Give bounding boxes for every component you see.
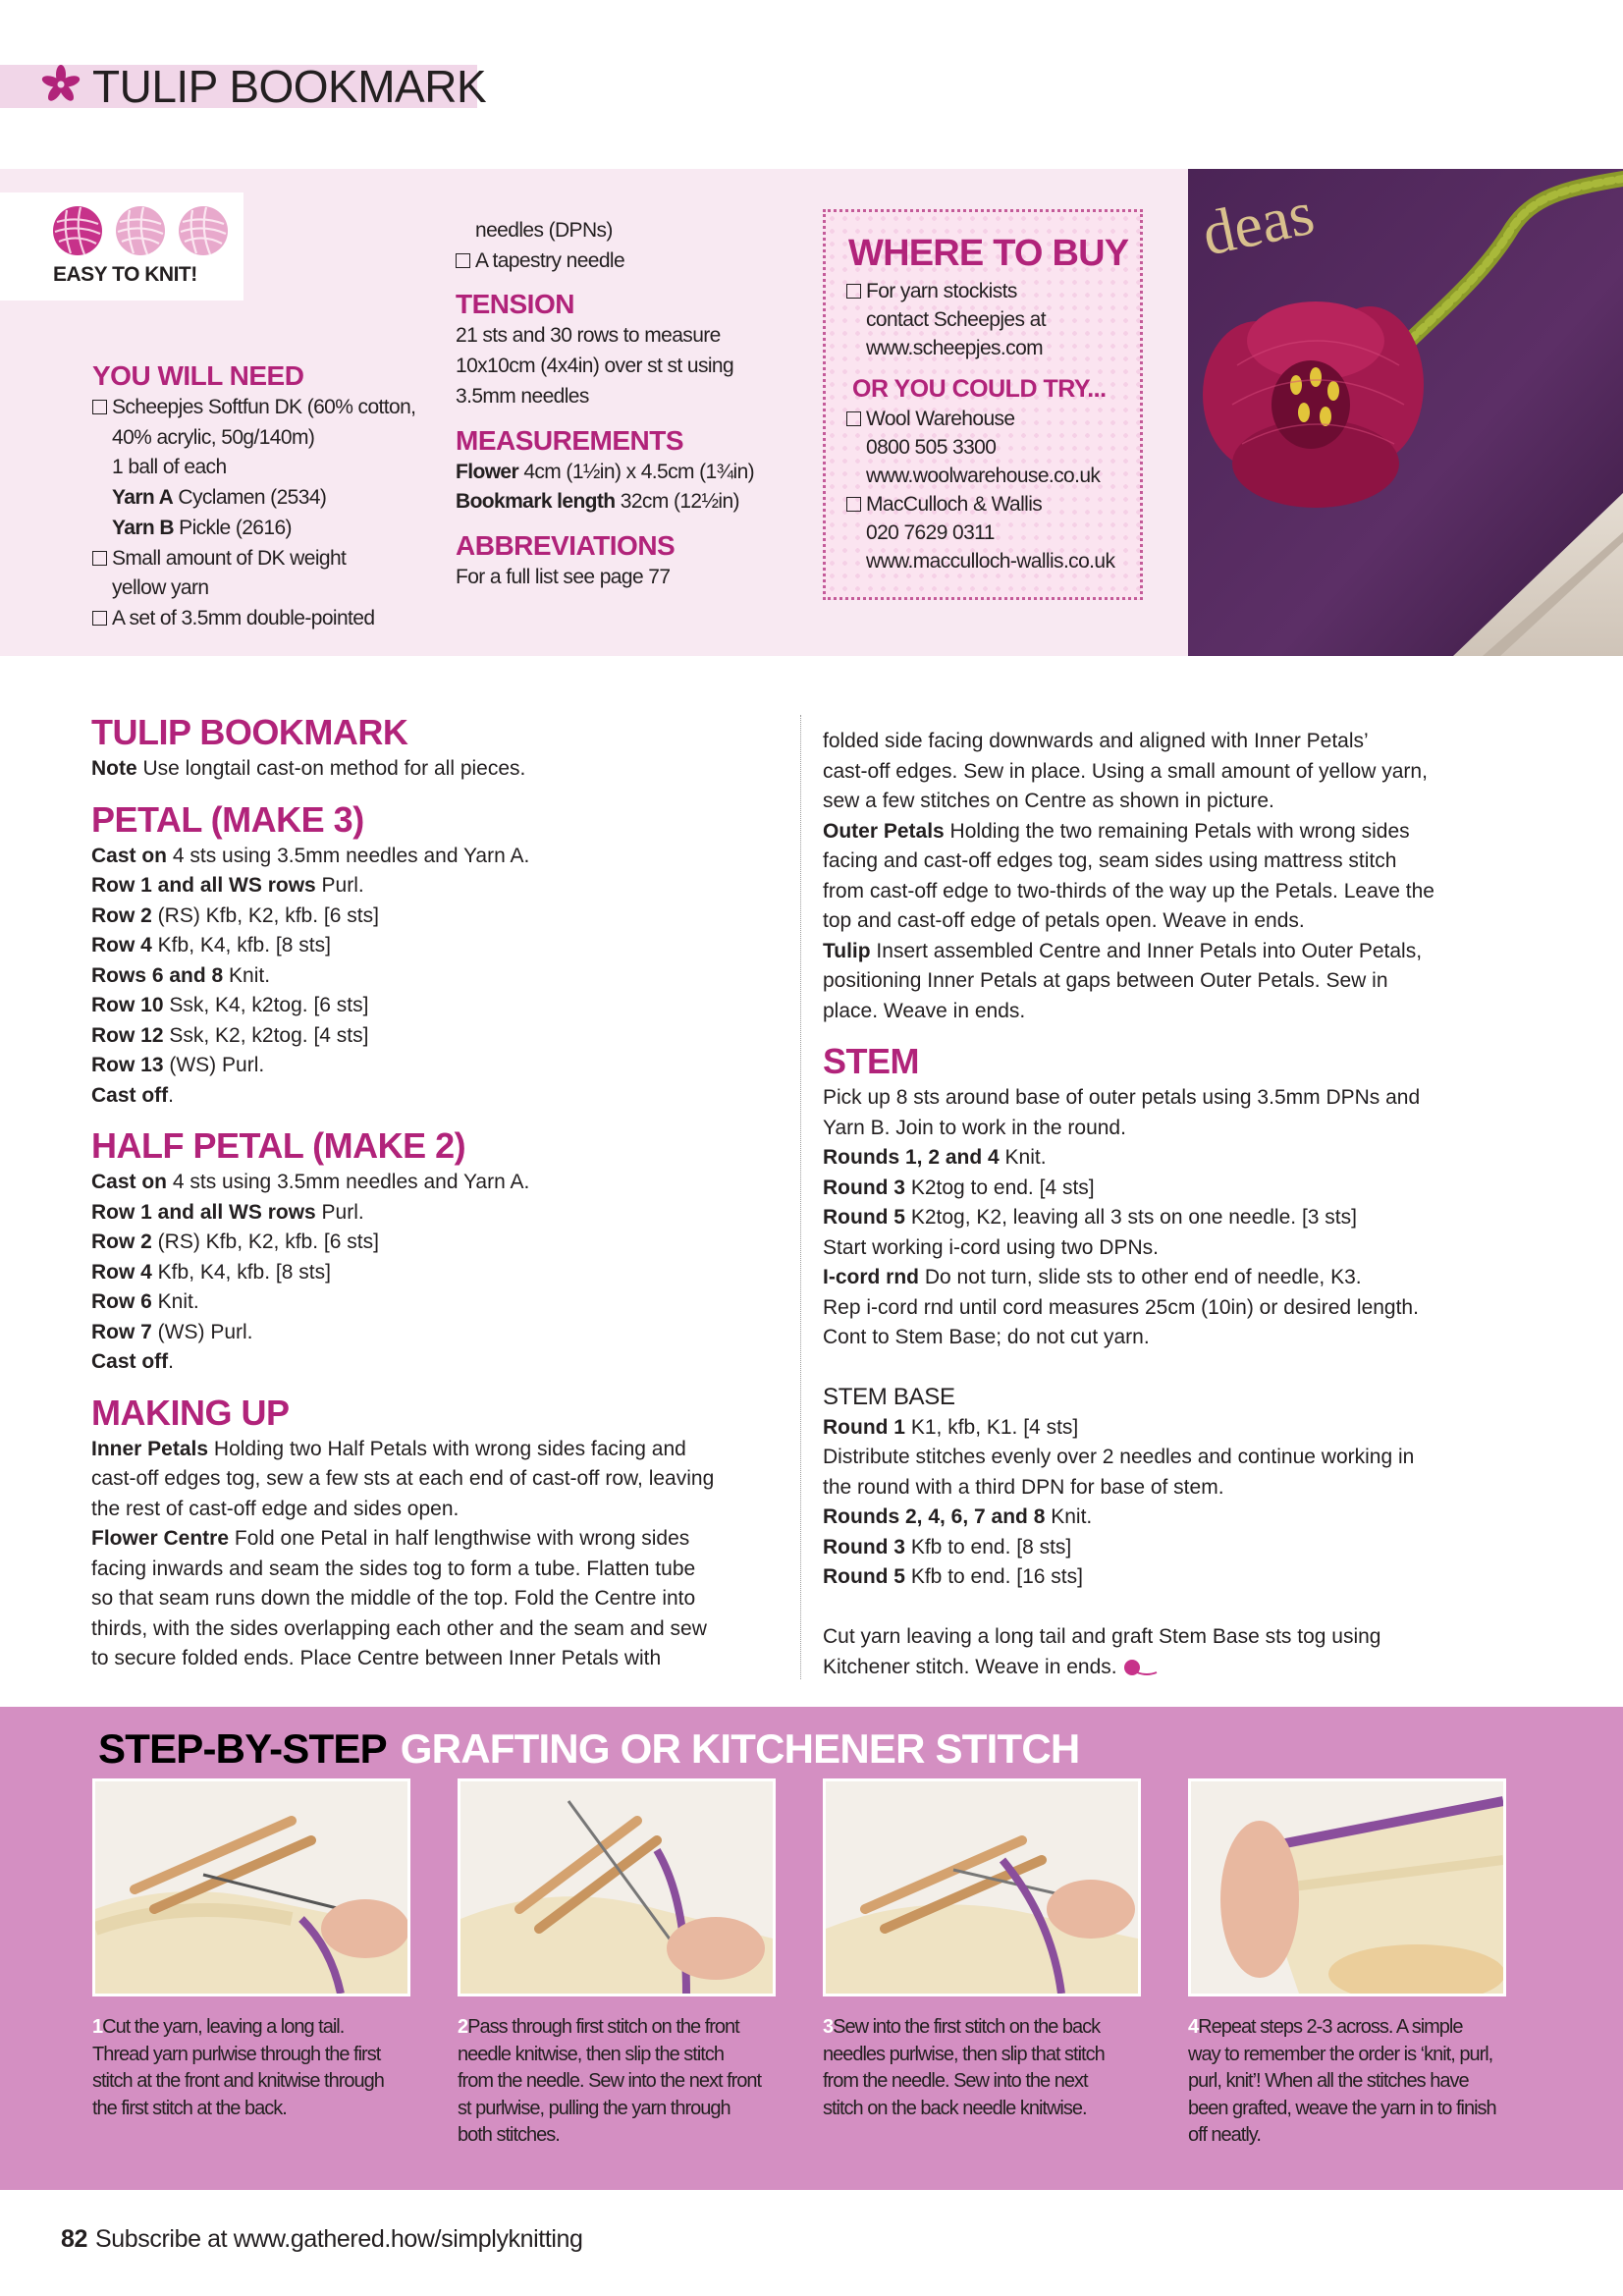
step-caption-line: [1188, 2068, 1518, 2096]
instruction-text: Purl.: [315, 874, 364, 897]
checkbox-icon: [846, 284, 861, 299]
step-caption-line: [1188, 2122, 1518, 2150]
instruction-text: Ssk, K4, k2tog. [6 sts]: [163, 994, 369, 1016]
instruction-text: Holding two Half Petals with wrong sides facing and: [208, 1437, 686, 1460]
subsection-heading: STEM BASE: [823, 1384, 955, 1410]
yarn-ball-icon-filled: [51, 204, 104, 257]
step-caption-text: st purlwise, pulling the yarn through: [458, 2097, 730, 2119]
instruction-text: cast-off edges tog, sew a few sts at each end of cast-off row, leaving: [91, 1467, 715, 1490]
instruction-text: K1, kfb, K1. [4 sts]: [905, 1415, 1079, 1439]
step-4-photo: [1188, 1778, 1506, 1996]
instruction-label: Row 1 and all WS rows: [91, 1200, 316, 1224]
instruction-line: [91, 842, 714, 872]
footer: [61, 2223, 583, 2255]
instruction-text: cast-off edges. Sew in place. Using a small amount of yellow yarn,: [823, 759, 1428, 783]
instruction-text: Knit.: [1045, 1505, 1093, 1528]
step-caption-line: [92, 2068, 422, 2096]
instruction-text: to secure folded ends. Place Centre between Inner Petals with: [91, 1647, 662, 1669]
alt-stockist-text: 0800 505 3300: [866, 436, 997, 459]
step-caption-line: [458, 2096, 787, 2123]
instruction-label: Rounds 1, 2 and 4: [823, 1146, 1000, 1169]
instruction-label: Row 12: [91, 1023, 164, 1047]
instruction-text: Kitchener stitch. Weave in ends.: [823, 1655, 1117, 1678]
step-caption-line: [92, 2014, 422, 2042]
you-will-need-continued: [456, 216, 754, 276]
instruction-text: positioning Inner Petals at gaps between Outer Petals. Sew in: [823, 969, 1388, 992]
tension-measurements-section: [456, 216, 754, 593]
instruction-text: Kfb, K4, kfb. [8 sts]: [151, 1260, 331, 1284]
alt-stockists-list: [846, 405, 1114, 575]
you-will-need-heading: YOU WILL NEED: [92, 360, 304, 391]
instruction-text: facing and cast-off edges tog, seam sides using mattress stitch: [823, 849, 1397, 872]
instruction-label: Row 1 and all WS rows: [91, 874, 316, 897]
yarn-ball-icon: [177, 204, 230, 257]
step-caption-line: [458, 2068, 787, 2096]
step-caption-text: been grafted, weave the yarn in to finish: [1188, 2097, 1496, 2119]
instruction-text: Use longtail cast-on method for all pieces.: [136, 757, 526, 780]
you-will-need-text: Cyclamen (2534): [173, 486, 327, 510]
where-to-buy-text: For yarn stockists: [866, 280, 1017, 302]
step-caption-text: Sew into the first stitch on the back: [833, 2016, 1101, 2038]
instruction-label: Row 6: [91, 1290, 152, 1313]
instruction-text: Start working i-cord using two DPNs.: [823, 1235, 1159, 1259]
step-caption-line: [1188, 2096, 1518, 2123]
you-will-need-line: [92, 423, 415, 454]
instruction-label: Inner Petals: [91, 1437, 209, 1460]
instruction-text: (WS) Purl.: [151, 1320, 253, 1343]
step-caption-text: stitch at the front and knitwise through: [92, 2070, 384, 2092]
instruction-text: the round with a third DPN for base of stem.: [823, 1475, 1224, 1499]
step-caption-text: both stitches.: [458, 2124, 560, 2146]
instruction-line: [91, 1021, 714, 1052]
instruction-text: Cut yarn leaving a long tail and graft Stem Base sts tog using: [823, 1625, 1381, 1648]
measurements-text: [456, 458, 754, 518]
instruction-line: [91, 1081, 714, 1112]
step-caption-line: [458, 2042, 787, 2069]
step-caption-text: needle knitwise, then slip the stitch: [458, 2043, 724, 2065]
instruction-text: Knit.: [223, 963, 271, 987]
step-caption-text: needles purlwise, then slip that stitch: [823, 2043, 1105, 2065]
instruction-line: [823, 1174, 1434, 1204]
you-will-need-section: [92, 359, 415, 634]
instruction-label: Round 3: [823, 1535, 905, 1558]
instruction-label: Round 5: [823, 1206, 905, 1229]
instruction-label: Row 4: [91, 934, 152, 957]
page-number: 82: [61, 2225, 88, 2253]
where-to-buy-line: [846, 277, 1046, 305]
instruction-label: Row 13: [91, 1054, 164, 1076]
instruction-line: [823, 1143, 1434, 1174]
you-will-need-line: [92, 544, 415, 574]
you-will-need-line: [92, 514, 415, 544]
tension-line: 3.5mm needles: [456, 384, 589, 408]
step-caption-line: [1188, 2042, 1518, 2069]
instruction-text: Cont to Stem Base; do not cut yarn.: [823, 1326, 1150, 1348]
step-caption-text: Repeat steps 2-3 across. A simple: [1198, 2016, 1463, 2038]
step-caption-text: purl, knit’! When all the stitches have: [1188, 2070, 1469, 2092]
instruction-text: (WS) Purl.: [163, 1054, 265, 1076]
instruction-text: Holding the two remaining Petals with wrong sides: [944, 819, 1410, 843]
step-4-caption: [1188, 2014, 1518, 2150]
you-will-need-text: A tapestry needle: [475, 248, 625, 272]
you-will-need-line: [92, 574, 415, 604]
instruction-line: [91, 1168, 714, 1198]
alt-stockist-line: [846, 519, 1114, 547]
difficulty-label: EASY TO KNIT!: [53, 263, 197, 286]
instruction-line: [91, 1318, 714, 1348]
instruction-text: folded side facing downwards and aligned with Inner Petals’: [823, 730, 1369, 752]
step-number: 2: [458, 2016, 468, 2038]
step-1-photo: [92, 1778, 410, 1996]
flower-icon: [39, 63, 82, 106]
instruction-label: Cast off: [91, 1350, 169, 1373]
measurement-line: [456, 487, 754, 518]
you-will-need-text: 1 ball of each: [112, 456, 227, 479]
instruction-line: [823, 906, 1434, 937]
book-cover-text: deas: [1196, 177, 1321, 269]
you-will-need-text: Small amount of DK weight: [112, 546, 347, 570]
instruction-text: from cast-off edge to two-thirds of the way up the Petals. Leave the: [823, 879, 1434, 902]
step-caption-text: Thread yarn purlwise through the first: [92, 2043, 381, 2065]
instruction-line: [823, 937, 1434, 967]
instruction-text: Do not turn, slide sts to other end of needle, K3.: [919, 1266, 1362, 1288]
where-to-buy-line: [846, 334, 1046, 362]
instruction-label: Row 2: [91, 1230, 152, 1253]
step-caption-text: from the needle. Sew into the next: [823, 2070, 1088, 2092]
tension-text: [456, 321, 754, 411]
subscribe-link[interactable]: Subscribe at www.gathered.how/simplyknitting: [95, 2225, 583, 2253]
instruction-text: K2tog, K2, leaving all 3 sts on one needle. [3 sts]: [905, 1206, 1357, 1229]
step-caption-line: [823, 2096, 1153, 2123]
checkbox-icon: [846, 497, 861, 512]
instruction-label: Note: [91, 757, 137, 780]
instruction-line: [91, 1614, 714, 1645]
instruction-line: [91, 1644, 714, 1674]
instruction-line: [823, 1622, 1434, 1653]
instruction-text: Ssk, K2, k2tog. [4 sts]: [163, 1023, 369, 1047]
instruction-label: Cast on: [91, 1171, 168, 1193]
instruction-label: Rounds 2, 4, 6, 7 and 8: [823, 1505, 1046, 1528]
instruction-line: [91, 1584, 714, 1614]
instruction-line: [91, 902, 714, 932]
instruction-text: .: [168, 1083, 175, 1107]
you-will-need-bold: Yarn A: [112, 486, 174, 510]
tension-heading: TENSION: [456, 289, 574, 320]
alt-stockist-text: www.woolwarehouse.co.uk: [866, 465, 1101, 487]
instruction-line: [91, 1051, 714, 1081]
step-caption-text: Pass through first stitch on the front: [467, 2016, 739, 2038]
instruction-line: [823, 847, 1434, 877]
instruction-label: Cast on: [91, 844, 168, 867]
instruction-label: Cast off: [91, 1083, 169, 1107]
step-1-caption: [92, 2014, 422, 2122]
step-caption-line: [458, 2014, 787, 2042]
instruction-label: Tulip: [823, 939, 871, 962]
where-to-buy-list: [846, 277, 1046, 362]
instruction-text: (RS) Kfb, K2, kfb. [6 sts]: [151, 903, 379, 927]
step-number: 1: [92, 2016, 103, 2038]
alt-stockist-line: [846, 433, 1114, 462]
where-to-buy-text: www.scheepjes.com: [866, 337, 1044, 359]
you-will-need-line: [456, 246, 754, 277]
step-caption-line: [823, 2068, 1153, 2096]
measurement-label: Flower: [456, 460, 519, 483]
step-2-caption: [458, 2014, 787, 2150]
instruction-line: [823, 1473, 1434, 1503]
instruction-line: [823, 1083, 1434, 1114]
instruction-text: so that seam runs down the middle of the top. Fold the Centre into: [91, 1587, 696, 1610]
measurements-heading: MEASUREMENTS: [456, 424, 684, 456]
you-will-need-text: Scheepjes Softfun DK (60% cotton,: [112, 396, 416, 418]
instruction-line: [823, 1413, 1434, 1444]
instruction-label: Flower Centre: [91, 1527, 230, 1550]
instruction-line: [823, 1114, 1434, 1144]
checkbox-icon: [92, 400, 107, 414]
step-caption-text: from the needle. Sew into the next front: [458, 2070, 762, 2092]
yarn-ball-icon: [114, 204, 167, 257]
instruction-text: top and cast-off edge of petals open. Weave in ends.: [823, 909, 1305, 932]
you-will-need-line: [92, 483, 415, 514]
alt-stockist-text: MacCulloch & Wallis: [866, 493, 1043, 516]
instruction-label: Row 4: [91, 1260, 152, 1284]
instruction-label: Row 10: [91, 994, 164, 1016]
section-heading: STEM: [823, 1041, 920, 1081]
section-heading: PETAL (MAKE 3): [91, 798, 364, 840]
step-3-caption: [823, 2014, 1153, 2122]
instruction-line: [823, 757, 1434, 788]
step-caption-line: [92, 2042, 422, 2069]
abbreviations-heading: ABBREVIATIONS: [456, 529, 676, 561]
instruction-label: Round 3: [823, 1175, 905, 1199]
step-caption-text: stitch on the back needle knitwise.: [823, 2097, 1087, 2119]
instruction-text: .: [168, 1350, 175, 1373]
instruction-line: [823, 817, 1434, 847]
instruction-text: 4 sts using 3.5mm needles and Yarn A.: [167, 1171, 530, 1193]
tulip-bookmark-photo: [1188, 169, 1623, 656]
instruction-line: [823, 1323, 1434, 1353]
step-caption-line: [823, 2014, 1153, 2042]
checkbox-icon: [92, 611, 107, 626]
measurement-label: Bookmark length: [456, 490, 616, 514]
measurement-value: 4cm (1½in) x 4.5cm (1¾in): [518, 460, 755, 483]
alt-stockist-line: [846, 490, 1114, 519]
instruction-text: Fold one Petal in half lengthwise with wrong sides: [229, 1527, 690, 1550]
instruction-line: [91, 961, 714, 992]
you-will-need-text: A set of 3.5mm double-pointed: [112, 606, 375, 629]
you-will-need-text: yellow yarn: [112, 576, 209, 600]
alt-stockist-line: [846, 547, 1114, 575]
left-instructions-column: [91, 711, 714, 1674]
instruction-line: [823, 1203, 1434, 1233]
instruction-text: (RS) Kfb, K2, kfb. [6 sts]: [151, 1230, 379, 1253]
you-will-need-text: 40% acrylic, 50g/140m): [112, 425, 315, 449]
instruction-line: [823, 787, 1434, 817]
instruction-line: [823, 727, 1434, 757]
instruction-label: Outer Petals: [823, 819, 945, 843]
instruction-label: Rows 6 and 8: [91, 963, 224, 987]
you-will-need-bold: Yarn B: [112, 516, 174, 539]
instruction-label: Round 5: [823, 1565, 905, 1588]
tension-line: 10x10cm (4x4in) over st st using: [456, 355, 734, 378]
you-will-need-line: [92, 453, 415, 483]
right-instructions-column: [823, 727, 1434, 1682]
instruction-line: [91, 1555, 714, 1585]
page-title: TULIP BOOKMARK: [92, 61, 487, 112]
instruction-line: [91, 1524, 714, 1555]
instruction-label: Round 1: [823, 1415, 905, 1439]
step-by-step-heading: GRAFTING OR KITCHENER STITCH: [400, 1725, 1080, 1772]
you-will-need-text: needles (DPNs): [475, 219, 613, 242]
checkbox-icon: [456, 253, 470, 268]
yarn-ball-end-icon: [1123, 1658, 1159, 1677]
measurement-value: 32cm (12½in): [615, 490, 739, 514]
step-caption-text: way to remember the order is ‘knit, purl,: [1188, 2043, 1493, 2065]
step-number: 3: [823, 2016, 834, 2038]
checkbox-icon: [92, 551, 107, 566]
instruction-text: the rest of cast-off edge and sides open.: [91, 1497, 460, 1520]
instruction-text: Kfb to end. [16 sts]: [905, 1565, 1083, 1588]
alt-stockist-line: [846, 462, 1114, 490]
step-caption-text: Cut the yarn, leaving a long tail.: [102, 2016, 345, 2038]
you-will-need-line: [92, 393, 415, 423]
section-heading: TULIP BOOKMARK: [91, 712, 408, 752]
instruction-text: place. Weave in ends.: [823, 999, 1026, 1022]
instruction-label: Row 2: [91, 903, 152, 927]
you-will-need-list: [92, 393, 415, 634]
step-caption-line: [92, 2096, 422, 2123]
where-to-buy-line: [846, 305, 1046, 334]
alt-stockist-text: 020 7629 0311: [866, 521, 995, 544]
instruction-line: [91, 1347, 714, 1378]
instruction-line: [91, 1464, 714, 1495]
alt-stockist-text: Wool Warehouse: [866, 408, 1015, 430]
instruction-line: [823, 1443, 1434, 1473]
instruction-line: [91, 1258, 714, 1288]
instruction-text: Purl.: [315, 1200, 364, 1224]
abbreviations-text: For a full list see page 77: [456, 565, 671, 588]
instruction-line: [823, 1503, 1434, 1533]
instruction-text: facing inwards and seam the sides tog to form a tube. Flatten tube: [91, 1557, 696, 1580]
you-will-need-line: [456, 216, 754, 246]
instruction-label: I-cord rnd: [823, 1266, 919, 1288]
instruction-label: Row 7: [91, 1320, 152, 1343]
instruction-line: [823, 1653, 1434, 1683]
instruction-text: 4 sts using 3.5mm needles and Yarn A.: [167, 844, 530, 867]
you-will-need-line: [92, 604, 415, 634]
tension-line: 21 sts and 30 rows to measure: [456, 324, 721, 348]
instruction-line: [91, 871, 714, 902]
instruction-line: [823, 997, 1434, 1027]
instruction-text: Kfb to end. [8 sts]: [905, 1535, 1072, 1558]
where-to-buy-heading: WHERE TO BUY: [848, 233, 1129, 274]
step-caption-text: the first stitch at the back.: [92, 2097, 287, 2119]
instruction-text: Knit.: [999, 1146, 1047, 1169]
instruction-line: [823, 1263, 1434, 1293]
instruction-line: [91, 1495, 714, 1525]
instruction-line: [823, 966, 1434, 997]
instruction-line: [91, 754, 714, 785]
instruction-text: thirds, with the sides overlapping each other and the seam and sew: [91, 1616, 707, 1640]
instruction-text: Distribute stitches evenly over 2 needles and continue working in: [823, 1446, 1415, 1468]
step-caption-line: [1188, 2014, 1518, 2042]
instruction-line: [823, 1293, 1434, 1324]
step-by-step-title: [98, 1724, 1079, 1774]
instruction-text: K2tog to end. [4 sts]: [905, 1175, 1095, 1199]
section-heading: HALF PETAL (MAKE 2): [91, 1125, 466, 1166]
instruction-line: [91, 931, 714, 961]
instruction-text: Rep i-cord rnd until cord measures 25cm (10in) or desired length.: [823, 1295, 1419, 1319]
step-by-step-label: STEP-BY-STEP: [98, 1725, 387, 1772]
alt-stockist-line: [846, 405, 1114, 433]
step-caption-line: [823, 2042, 1153, 2069]
instruction-line: [91, 991, 714, 1021]
instruction-line: [823, 1533, 1434, 1563]
instruction-text: Insert assembled Centre and Inner Petals into Outer Petals,: [870, 939, 1423, 962]
instruction-line: [91, 1435, 714, 1465]
instruction-line: [91, 1198, 714, 1229]
instruction-text: Yarn B. Join to work in the round.: [823, 1116, 1126, 1139]
instruction-text: Pick up 8 sts around base of outer petals using 3.5mm DPNs and: [823, 1086, 1421, 1109]
step-caption-line: [458, 2122, 787, 2150]
alt-stockists-heading: OR YOU COULD TRY...: [852, 375, 1107, 403]
instruction-line: [823, 1562, 1434, 1593]
section-heading: MAKING UP: [91, 1392, 290, 1433]
instruction-text: sew a few stitches on Centre as shown in picture.: [823, 790, 1274, 812]
alt-stockist-text: www.macculloch-wallis.co.uk: [866, 550, 1115, 573]
you-will-need-text: Pickle (2616): [173, 516, 292, 539]
instruction-line: [91, 1287, 714, 1318]
step-2-photo: [458, 1778, 776, 1996]
column-divider: [800, 715, 801, 1679]
instruction-text: Knit.: [151, 1290, 199, 1313]
step-number: 4: [1188, 2016, 1199, 2038]
where-to-buy-text: contact Scheepjes at: [866, 308, 1046, 331]
checkbox-icon: [846, 411, 861, 426]
measurement-line: [456, 458, 754, 488]
step-caption-text: off neatly.: [1188, 2124, 1261, 2146]
instruction-text: Kfb, K4, kfb. [8 sts]: [151, 934, 331, 957]
instruction-line: [91, 1228, 714, 1258]
step-3-photo: [823, 1778, 1141, 1996]
instruction-line: [823, 1233, 1434, 1264]
instruction-line: [823, 877, 1434, 907]
